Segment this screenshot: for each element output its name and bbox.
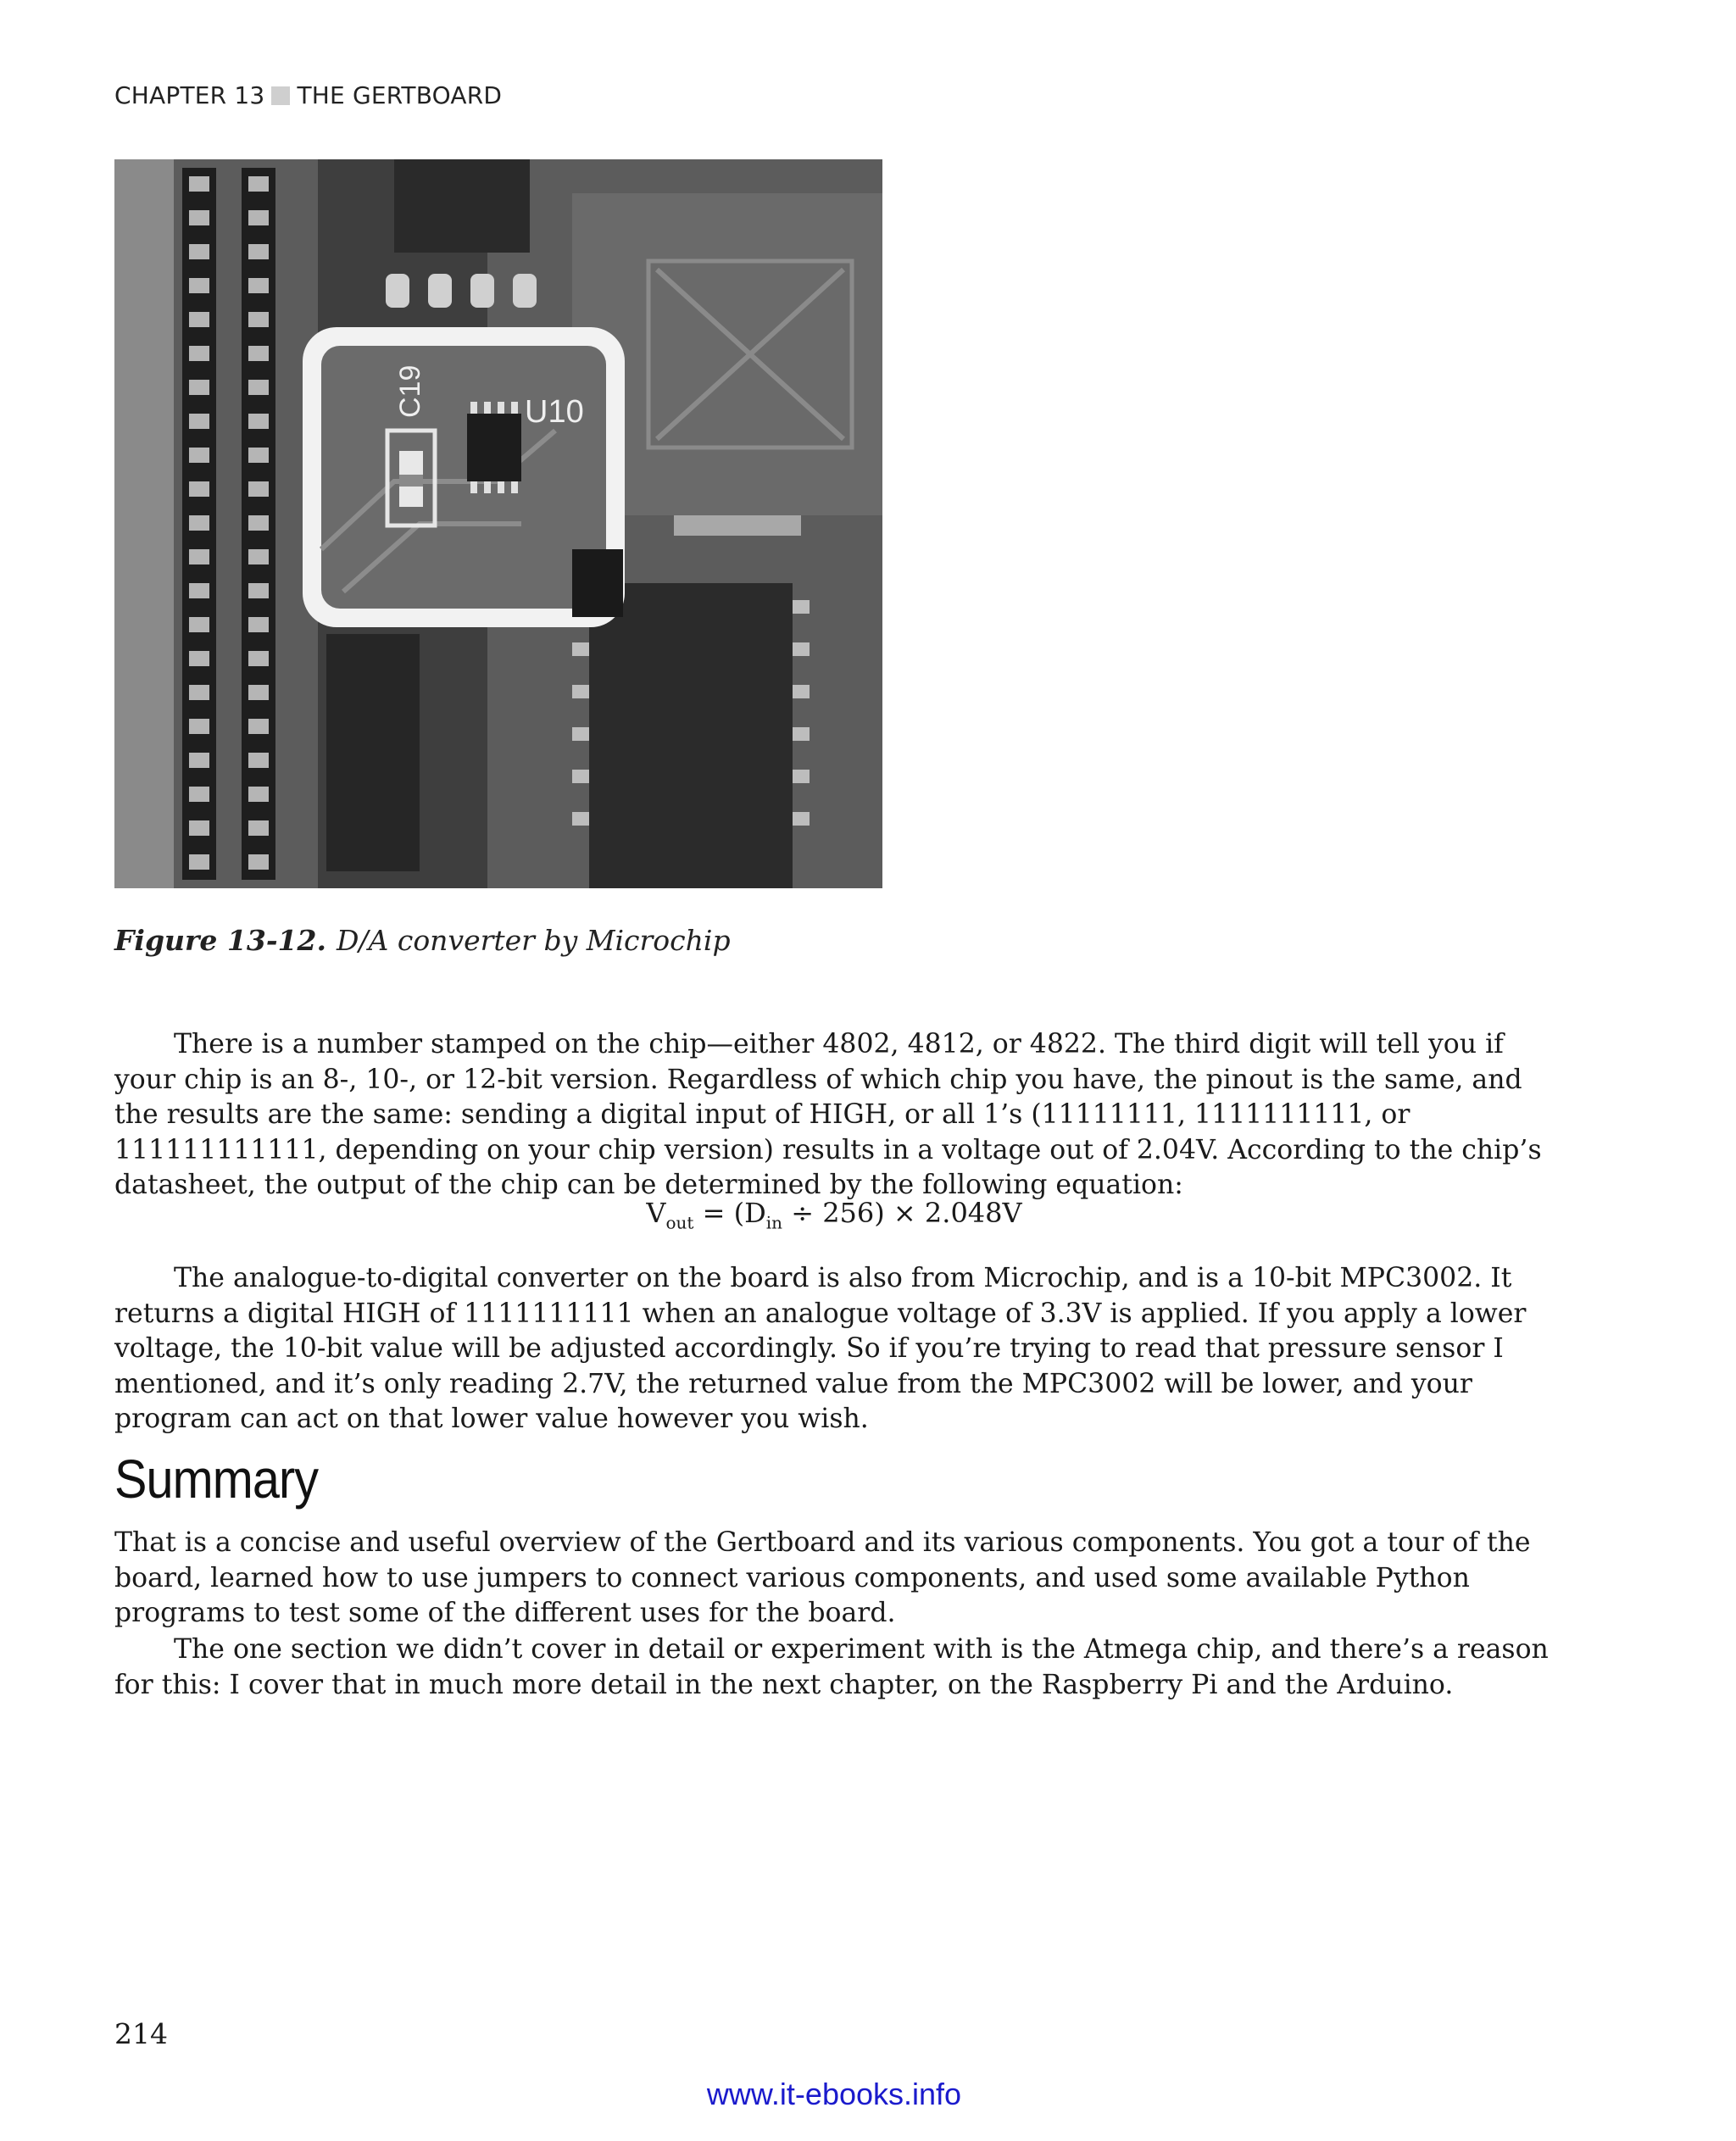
body-paragraph bbox=[114, 1027, 1555, 1204]
equation-v-subscript: out bbox=[665, 1212, 694, 1233]
body-paragraph-2-text: The analogue-to-digital converter on the board is also from Microchip, and is a 10-bit MPC3002. It returns a digital HIGH of 1111111111 when an analogue voltage of 3.3V is applied. If you apply a lower voltage, the 10-bit value will be adjusted accordingly. So if you’re trying to read that pressure sensor I mentioned, and it’s only reading 2.7V, the returned value from the MPC3002 will be lower, and your program can act on that lower value however you wish. bbox=[114, 1263, 1527, 1434]
watermark-link[interactable]: www.it-ebooks.info bbox=[706, 2077, 962, 2111]
summary-paragraph bbox=[114, 1526, 1555, 1632]
u10-board-label: U10 bbox=[525, 394, 584, 430]
running-head bbox=[114, 81, 502, 109]
summary-paragraph bbox=[114, 1632, 1555, 1703]
c19-board-label: C19 bbox=[394, 364, 426, 418]
page-number: 214 bbox=[114, 2017, 168, 2050]
header-separator bbox=[271, 86, 290, 105]
figure-photo bbox=[114, 159, 882, 888]
body-paragraph-1-text: There is a number stamped on the chip—either 4802, 4812, or 4822. The third digit will tell you if your chip is an 8-, 10-, or 12-bit version. Regardless of which chip you have, the pinout is the same, and the results are the same: sending a digital input of HIGH, or all 1’s (11111111, 1111111111, or 111111111111, depending on your chip version) results in a voltage out of 2.04V. According to the chip’s datasheet, the output of the chip can be determined by the following equation: bbox=[114, 1029, 1542, 1200]
equation-v: V bbox=[646, 1197, 666, 1229]
chapter-number: CHAPTER 13 bbox=[114, 81, 265, 109]
summary-paragraph-1-text: That is a concise and useful overview of the Gertboard and its various components. You got a tour of the board, learned how to use jumpers to connect various components, and used some available Python programs to test some of the different uses for the board. bbox=[114, 1527, 1531, 1628]
chapter-title: THE GERTBOARD bbox=[297, 81, 503, 109]
equation-rest: ÷ 256) × 2.048V bbox=[782, 1197, 1022, 1229]
body-paragraph bbox=[114, 1261, 1555, 1438]
section-heading: Summary bbox=[114, 1449, 319, 1510]
equation-d-subscript: in bbox=[765, 1212, 783, 1233]
equation-mid: = (D bbox=[693, 1197, 766, 1229]
summary-paragraph-2-text: The one section we didn’t cover in detail or experiment with is the Atmega chip, and there’s a reason for this: I cover that in much more detail in the next chapter, on the Raspberry Pi and the Arduino. bbox=[114, 1634, 1549, 1700]
gertboard-photo-illustration bbox=[114, 159, 882, 888]
figure-caption-text: D/A converter by Microchip bbox=[336, 924, 731, 957]
dac-equation bbox=[0, 1197, 1668, 1232]
figure-label: Figure 13-12. bbox=[114, 924, 326, 957]
figure-caption bbox=[114, 924, 731, 957]
